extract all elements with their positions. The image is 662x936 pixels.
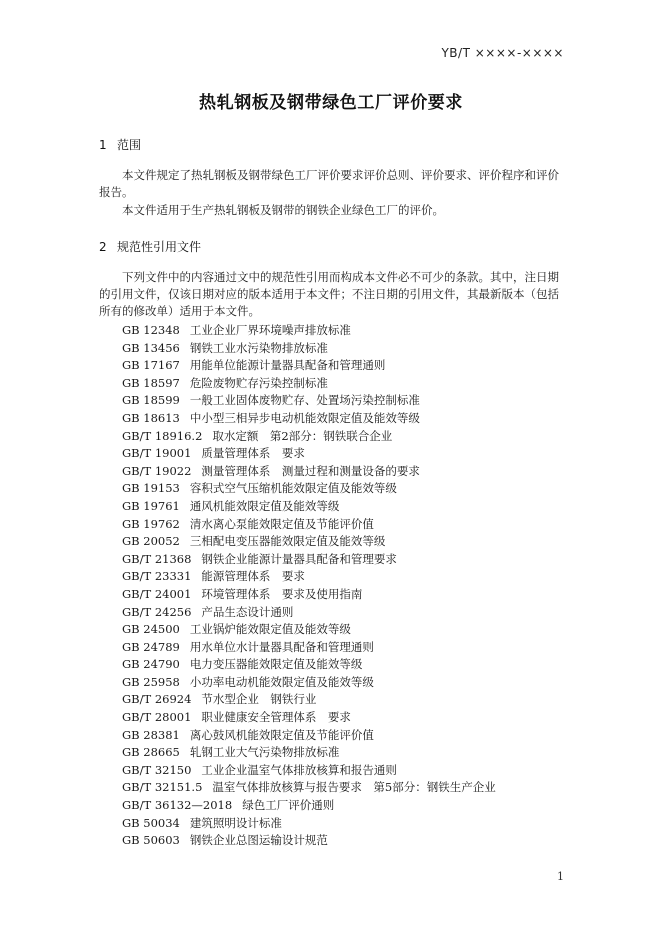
reference-title: 危险废物贮存污染控制标准 bbox=[189, 375, 328, 390]
reference-code: GB 28381 bbox=[122, 727, 180, 742]
reference-code: GB/T 36132—2018 bbox=[122, 798, 233, 813]
reference-title: 工业企业厂界环境噪声排放标准 bbox=[189, 323, 351, 337]
reference-item bbox=[122, 604, 562, 622]
reference-item bbox=[122, 357, 562, 375]
reference-code: GB 24500 bbox=[122, 622, 180, 637]
reference-code: GB/T 23331 bbox=[122, 569, 192, 584]
section-title: 规范性引用文件 bbox=[117, 240, 202, 254]
reference-code: GB 13456 bbox=[122, 340, 180, 355]
reference-item bbox=[122, 568, 562, 586]
reference-code: GB/T 24001 bbox=[122, 586, 192, 601]
paragraph-line: 下列文件中的内容通过文中的规范性引用而构成本文件必不可少的条款。其中，注日期 bbox=[122, 270, 559, 284]
reference-code: GB 28665 bbox=[122, 745, 180, 760]
reference-item bbox=[122, 797, 562, 815]
reference-title: 节水型企业 钢铁行业 bbox=[201, 692, 317, 707]
scope-paragraph-2 bbox=[99, 202, 565, 219]
reference-title: 电力变压器能效限定值及能效等级 bbox=[189, 657, 363, 672]
normative-references-intro bbox=[99, 269, 565, 320]
reference-code: GB 24789 bbox=[122, 639, 180, 654]
reference-code: GB 18597 bbox=[122, 375, 180, 390]
reference-title: 清水离心泵能效限定值及节能评价值 bbox=[189, 516, 374, 531]
paragraph-line: 报告。 bbox=[99, 185, 134, 199]
paragraph-line: 所有的修改单）适用于本文件。 bbox=[99, 304, 260, 318]
reference-title: 建筑照明设计标准 bbox=[189, 815, 282, 830]
reference-item bbox=[122, 445, 562, 463]
reference-item bbox=[122, 533, 562, 551]
reference-title: 温室气体排放核算与报告要求 第5部分：钢铁生产企业 bbox=[212, 780, 496, 795]
reference-title: 中小型三相异步电动机能效限定值及能效等级 bbox=[189, 410, 420, 425]
standard-code: YB/T ××××-×××× bbox=[441, 46, 564, 60]
reference-code: GB/T 32151.5 bbox=[122, 780, 203, 795]
reference-list bbox=[122, 322, 562, 850]
section-number: 2 bbox=[99, 240, 107, 254]
reference-title: 工业企业温室气体排放核算和报告通则 bbox=[201, 762, 397, 777]
reference-title: 一般工业固体废物贮存、处置场污染控制标准 bbox=[189, 393, 420, 408]
reference-title: 用水单位水计量器具配备和管理通则 bbox=[189, 639, 374, 654]
paragraph-line: 的引用文件，仅该日期对应的版本适用于本文件；不注日期的引用文件，其最新版本（包括 bbox=[99, 287, 559, 301]
reference-code: GB 25958 bbox=[122, 674, 180, 689]
reference-code: GB 19762 bbox=[122, 516, 180, 531]
reference-item bbox=[122, 709, 562, 727]
reference-item bbox=[122, 744, 562, 762]
reference-item bbox=[122, 392, 562, 410]
reference-code: GB 17167 bbox=[122, 358, 180, 373]
reference-item bbox=[122, 691, 562, 709]
page-number: 1 bbox=[557, 870, 564, 883]
reference-code: GB/T 32150 bbox=[122, 762, 192, 777]
reference-title: 钢铁企业总图运输设计规范 bbox=[189, 833, 328, 848]
reference-item bbox=[122, 727, 562, 745]
reference-code: GB 19153 bbox=[122, 481, 180, 496]
reference-title: 质量管理体系 要求 bbox=[201, 446, 305, 461]
section-1-heading bbox=[99, 136, 141, 153]
reference-code: GB 19761 bbox=[122, 498, 180, 513]
reference-item bbox=[122, 779, 562, 797]
reference-title: 测量管理体系 测量过程和测量设备的要求 bbox=[201, 463, 420, 478]
reference-title: 离心鼓风机能效限定值及节能评价值 bbox=[189, 727, 374, 742]
reference-title: 容积式空气压缩机能效限定值及能效等级 bbox=[189, 481, 397, 496]
reference-code: GB/T 21368 bbox=[122, 551, 192, 566]
reference-title: 用能单位能源计量器具配备和管理通则 bbox=[189, 358, 386, 373]
section-2-heading bbox=[99, 238, 201, 255]
reference-item bbox=[122, 428, 562, 446]
section-title: 范围 bbox=[117, 138, 142, 152]
reference-item bbox=[122, 375, 562, 393]
reference-item bbox=[122, 639, 562, 657]
reference-code: GB 50034 bbox=[122, 815, 180, 830]
reference-code: GB 18613 bbox=[122, 410, 180, 425]
reference-title: 三相配电变压器能效限定值及能效等级 bbox=[189, 534, 386, 549]
reference-title: 产品生态设计通则 bbox=[201, 604, 294, 619]
reference-item bbox=[122, 762, 562, 780]
reference-code: GB 20052 bbox=[122, 534, 180, 549]
reference-title: 钢铁企业能源计量器具配备和管理要求 bbox=[201, 551, 397, 566]
reference-title: 绿色工厂评价通则 bbox=[242, 798, 335, 813]
paragraph-line: 本文件适用于生产热轧钢板及钢带的钢铁企业绿色工厂的评价。 bbox=[122, 203, 444, 217]
reference-item bbox=[122, 498, 562, 516]
reference-item bbox=[122, 656, 562, 674]
reference-code: GB 18599 bbox=[122, 393, 180, 408]
reference-item bbox=[122, 621, 562, 639]
section-number: 1 bbox=[99, 138, 107, 152]
reference-code: GB/T 24256 bbox=[122, 604, 192, 619]
reference-title: 环境管理体系 要求及使用指南 bbox=[201, 586, 363, 601]
reference-title: 轧钢工业大气污染物排放标准 bbox=[189, 745, 340, 760]
reference-title: 取水定额 第2部分：钢铁联合企业 bbox=[212, 428, 393, 443]
reference-item bbox=[122, 480, 562, 498]
scope-paragraph-1 bbox=[99, 167, 565, 201]
reference-item bbox=[122, 322, 562, 340]
reference-code: GB/T 18916.2 bbox=[122, 428, 203, 443]
reference-item bbox=[122, 516, 562, 534]
reference-title: 通风机能效限定值及能效等级 bbox=[189, 498, 340, 513]
reference-item bbox=[122, 463, 562, 481]
reference-title: 小功率电动机能效限定值及能效等级 bbox=[189, 674, 374, 689]
document-title: 热轧钢板及钢带绿色工厂评价要求 bbox=[199, 93, 463, 113]
reference-code: GB 24790 bbox=[122, 657, 180, 672]
reference-title: 能源管理体系 要求 bbox=[201, 569, 305, 584]
reference-title: 职业健康安全管理体系 要求 bbox=[201, 710, 351, 725]
reference-code: GB/T 28001 bbox=[122, 710, 192, 725]
reference-item bbox=[122, 410, 562, 428]
reference-item bbox=[122, 586, 562, 604]
reference-item bbox=[122, 674, 562, 692]
reference-title: 工业锅炉能效限定值及能效等级 bbox=[189, 622, 351, 637]
reference-item bbox=[122, 551, 562, 569]
reference-code: GB 12348 bbox=[122, 323, 180, 337]
reference-code: GB 50603 bbox=[122, 833, 180, 848]
reference-item bbox=[122, 340, 562, 358]
reference-code: GB/T 19022 bbox=[122, 463, 192, 478]
reference-code: GB/T 26924 bbox=[122, 692, 192, 707]
reference-item bbox=[122, 832, 562, 850]
paragraph-line: 本文件规定了热轧钢板及钢带绿色工厂评价要求评价总则、评价要求、评价程序和评价 bbox=[122, 168, 559, 182]
reference-code: GB/T 19001 bbox=[122, 446, 192, 461]
reference-item bbox=[122, 815, 562, 833]
reference-title: 钢铁工业水污染物排放标准 bbox=[189, 340, 328, 355]
